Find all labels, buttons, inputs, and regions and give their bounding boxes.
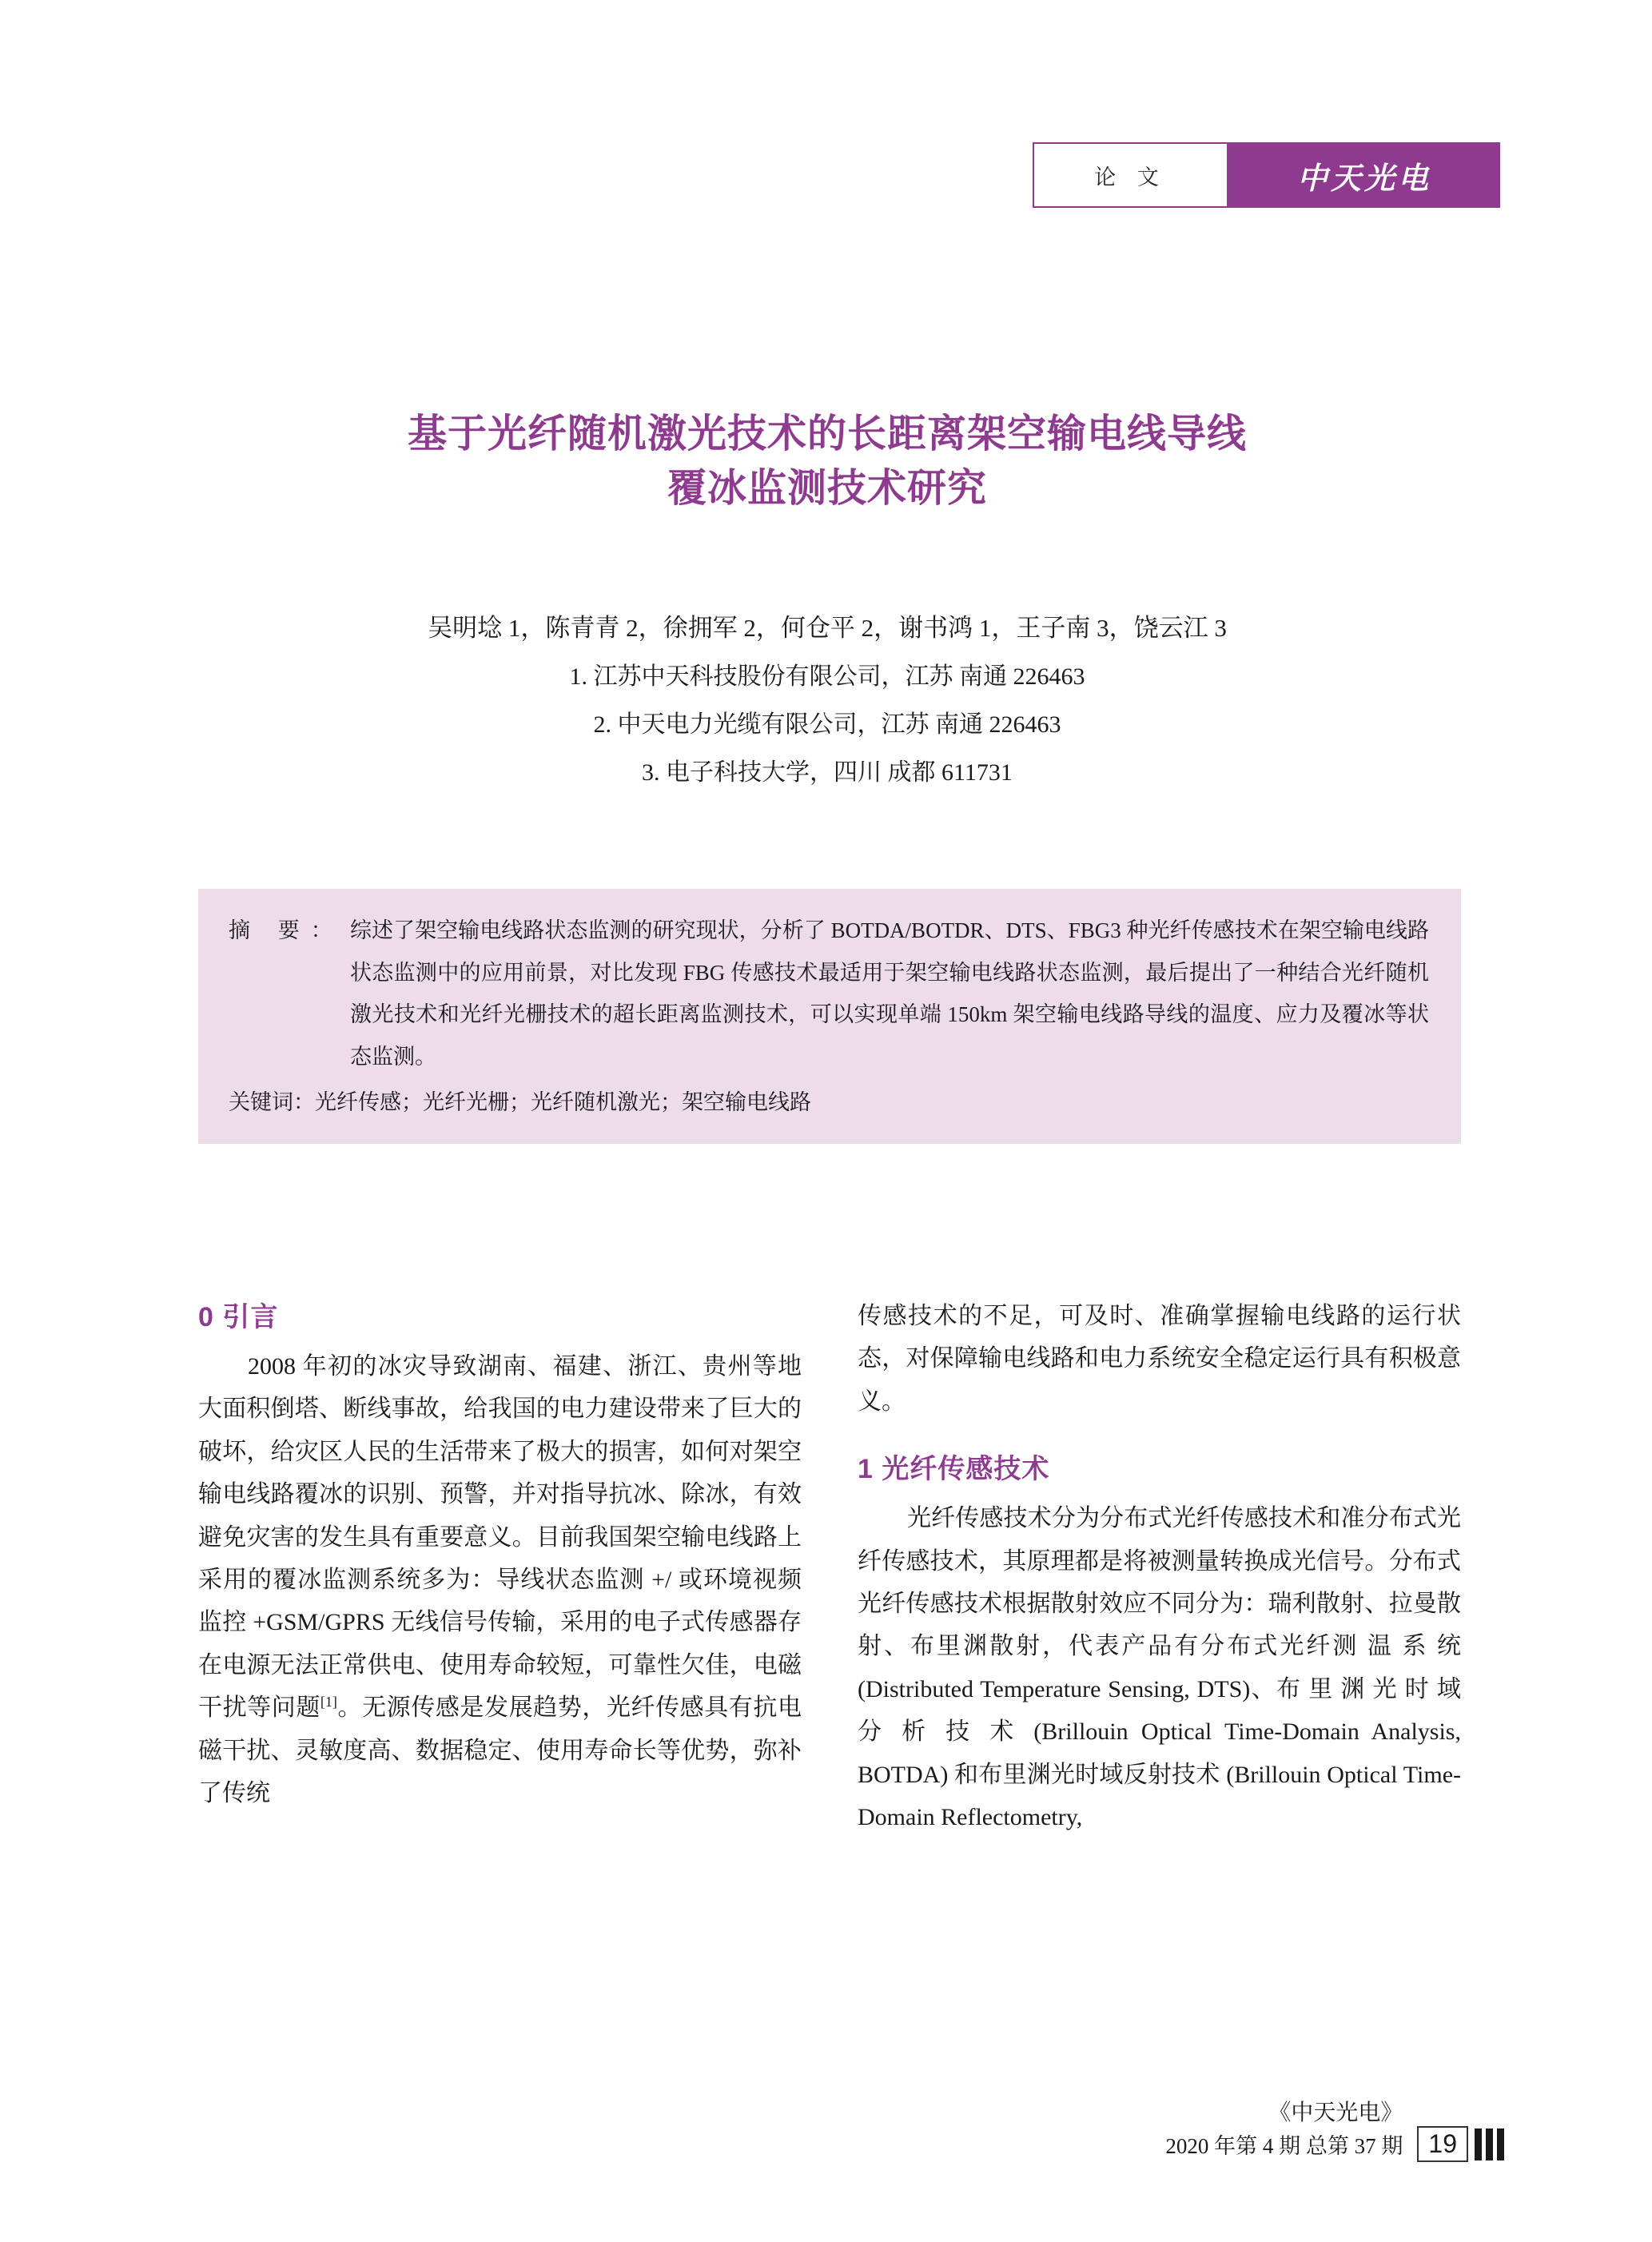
section-heading-0: 0 引言 [198,1302,279,1332]
author-affiliation-3: 3. 电子科技大学，四川 成都 611731 [642,759,1013,786]
footer-issue-info: 2020 年第 4 期 总第 37 期 [1165,2134,1403,2159]
header-brand-logo: 中天光电 [1228,142,1500,208]
article-title [192,408,1463,516]
author-affiliation-2: 2. 中天电力光缆有限公司，江苏 南通 226463 [593,711,1061,738]
body-columns [198,1295,1461,1990]
keywords-text: 关键词：光纤传感；光纤光栅；光纤随机激光；架空输电线路 [229,1089,811,1114]
article-title-line-1: 基于光纤随机激光技术的长距离架空输电线导线 [407,412,1247,456]
section-heading-1: 1 光纤传感技术 [858,1454,1050,1485]
citation-reference: [1] [320,1694,337,1710]
left-column [198,1295,802,1990]
page-number: 19 [1417,2126,1468,2162]
author-names: 吴明埝 1，陈青青 2，徐拥军 2，何仓平 2，谢书鸿 1，王子南 3，饶云江 3 [428,614,1227,642]
right-column [858,1295,1461,1990]
abstract-label: 摘 要： [229,918,344,942]
abstract-row [229,910,1429,1078]
left-paragraph-tail: 。无源传感是发展趋势，光纤传感具有抗电磁干扰、灵敏度高、数据稳定、使用寿命长等优势，弥补了传统 [198,1694,802,1806]
left-column-paragraph [198,1345,802,1814]
footer-text-block [1165,2096,1403,2164]
abstract-box [198,889,1461,1144]
footer-journal-name: 《中天光电》 [1268,2100,1403,2125]
author-block [192,603,1463,797]
page-number-block [1417,2126,1504,2164]
author-affiliation-1: 1. 江苏中天科技股份有限公司，江苏 南通 226463 [569,663,1085,690]
page-header [1033,142,1500,208]
header-category-label: 论 文 [1033,142,1228,208]
page-footer [1165,2096,1504,2164]
right-column-paragraph: 光纤传感技术分为分布式光纤传感技术和准分布式光纤传感技术，其原理都是将被测量转换成光信号。分布式光纤传感技术根据散射效应不同分为：瑞利散射、拉曼散射、布里渊散射，代表产品有分布式光纤测 温 系 统 (Distributed Temperature Sensing, DTS)、布 里 渊 光 时 域 分 析 技 术 (Brillouin Optical Time-Domain Analysis, BOTDA) 和布里渊光时域反射技术 (Brillouin Optical Time-Domain Reflectometry, [858,1505,1461,1830]
right-column-continuation: 传感技术的不足，可及时、准确掌握输电线路的运行状态，对保障输电线路和电力系统安全稳定运行具有积极意义。 [858,1303,1461,1415]
footer-bars-icon [1475,2129,1504,2160]
left-paragraph-text: 2008 年初的冰灾导致湖南、福建、浙江、贵州等地大面积倒塔、断线事故，给我国的电力建设带来了巨大的破坏，给灾区人民的生活带来了极大的损害，如何对架空输电线路覆冰的识别、预警，并对指导抗冰、除冰，有效避免灾害的发生具有重要意义。目前我国架空输电线路上采用的覆冰监测系统多为：导线状态监测 +/ 或环境视频监控 +GSM/GPRS 无线信号传输，采用的电子式传感器存在电源无法正常供电、使用寿命较短，可靠性欠佳，电磁干扰等问题 [198,1353,802,1722]
abstract-text: 综述了架空输电线路状态监测的研究现状，分析了 BOTDA/BOTDR、DTS、FBG3 种光纤传感技术在架空输电线路状态监测中的应用前景，对比发现 FBG 传感技术最适用于架空输电线路状态监测，最后提出了一种结合光纤随机激光技术和光纤光栅技术的超长距离监测技术，可以实现单端 150km 架空输电线路导线的温度、应力及覆冰等状态监测。 [350,918,1429,1069]
article-title-line-2: 覆冰监测技术研究 [667,466,987,510]
